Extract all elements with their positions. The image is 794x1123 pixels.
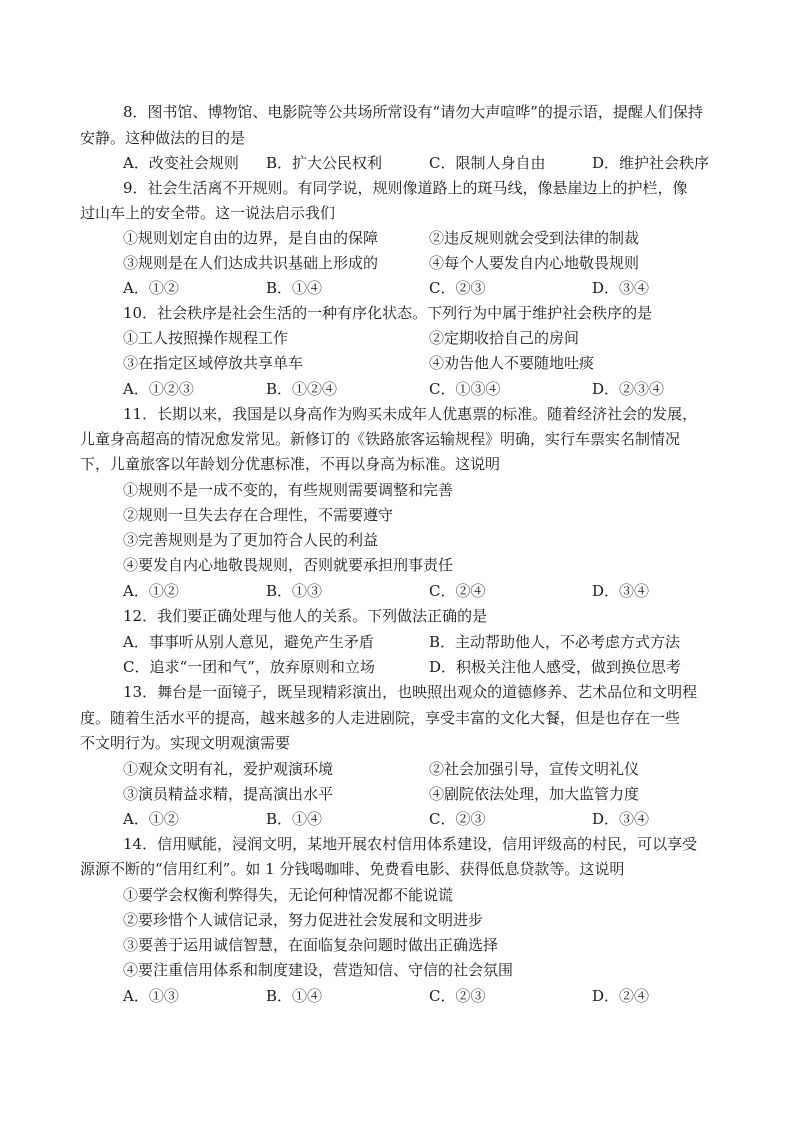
q12-option-a: A．事事听从别人意见，避免产生矛盾: [123, 633, 374, 651]
q13-stem-line-2: 度。随着生活水平的提高，越来越多的人走进剧院，享受丰富的文化大餐，但是也存在一些: [80, 709, 681, 727]
q11-option-a: A．①②: [123, 582, 179, 600]
q13-option-b: B．①④: [266, 810, 323, 828]
q8-option-a: A．改变社会规则: [123, 154, 239, 172]
q13-item-4: ④剧院依法处理，加大监管力度: [429, 785, 640, 803]
q14-item-1: ①要学会权衡利弊得失，无论何种情况都不能说谎: [123, 886, 454, 904]
q14-option-c: C．②③: [429, 987, 486, 1005]
q10-item-1: ①工人按照操作规程工作: [123, 329, 289, 347]
q10-stem-line-1: 10．社会秩序是社会生活的一种有序化状态。下列行为中属于维护社会秩序的是: [123, 304, 653, 322]
q10-item-4: ④劝告他人不要随地吐痰: [429, 354, 595, 372]
q8-option-c: C．限制人身自由: [429, 154, 546, 172]
q14-item-4: ④要注重信用体系和制度建设，营造知信、守信的社会氛围: [123, 961, 514, 979]
q10-option-a: A．①②③: [123, 380, 194, 398]
q11-option-b: B．①③: [266, 582, 323, 600]
q14-item-3: ③要善于运用诚信智慧，在面临复杂问题时做出正确选择: [123, 936, 499, 954]
q11-stem-line-3: 下，儿童旅客以年龄划分优惠标准，不再以身高为标准。这说明: [80, 455, 501, 473]
q9-item-4: ④每个人要发自内心地敬畏规则: [429, 254, 640, 272]
q13-option-d: D．③④: [592, 810, 650, 828]
q13-item-1: ①观众文明有礼，爱护观演环境: [123, 760, 334, 778]
q8-stem-line-1: 8．图书馆、博物馆、电影院等公共场所常设有“请勿大声喧哗”的提示语，提醒人们保持: [123, 103, 703, 121]
q10-option-b: B．①②④: [266, 380, 338, 398]
q14-option-b: B．①④: [266, 987, 323, 1005]
q9-item-3: ③规则是在人们达成共识基础上形成的: [123, 254, 379, 272]
q12-option-c: C．追求“一团和气”，放弃原则和立场: [123, 658, 375, 676]
q10-item-2: ②定期收拾自己的房间: [429, 329, 580, 347]
q13-option-a: A．①②: [123, 810, 179, 828]
q12-option-d: D．积极关注他人感受，做到换位思考: [429, 658, 682, 676]
q14-option-a: A．①③: [123, 987, 179, 1005]
q9-option-a: A．①②: [123, 279, 179, 297]
q9-stem-line-2: 过山车上的安全带。这一说法启示我们: [80, 204, 336, 222]
q13-option-c: C．②③: [429, 810, 486, 828]
q11-item-4: ④要发自内心地敬畏规则，否则就要承担刑事责任: [123, 556, 454, 574]
q9-option-d: D．③④: [592, 279, 650, 297]
q12-option-b: B．主动帮助他人，不必考虑方式方法: [429, 633, 681, 651]
q8-option-d: D．维护社会秩序: [592, 154, 710, 172]
q13-item-3: ③演员精益求精，提高演出水平: [123, 785, 334, 803]
q9-option-b: B．①④: [266, 279, 323, 297]
q11-option-c: C．②④: [429, 582, 486, 600]
q8-stem-line-2: 安静。这种做法的目的是: [80, 129, 246, 147]
q11-item-3: ③完善规则是为了更加符合人民的利益: [123, 531, 379, 549]
q11-stem-line-1: 11．长期以来，我国是以身高作为购买未成年人优惠票的标准。随着经济社会的发展，: [123, 405, 698, 423]
q10-option-c: C．①③④: [429, 380, 501, 398]
q11-item-1: ①规则不是一成不变的，有些规则需要调整和完善: [123, 481, 454, 499]
q9-option-c: C．②③: [429, 279, 486, 297]
q11-stem-line-2: 儿童身高超高的情况愈发常见。新修订的《铁路旅客运输规程》明确，实行车票实名制情况: [80, 430, 681, 448]
q10-option-d: D．②③④: [592, 380, 665, 398]
q12-stem-line-1: 12．我们要正确处理与他人的关系。下列做法正确的是: [123, 607, 488, 625]
q8-option-b: B．扩大公民权利: [266, 154, 383, 172]
q11-option-d: D．③④: [592, 582, 650, 600]
q14-option-d: D．②④: [592, 987, 650, 1005]
q13-stem-line-3: 不文明行为。实现文明观演需要: [80, 734, 291, 752]
q10-item-3: ③在指定区域停放共享单车: [123, 354, 304, 372]
q9-item-1: ①规则划定自由的边界，是自由的保障: [123, 229, 379, 247]
q14-item-2: ②要珍惜个人诚信记录，努力促进社会发展和文明进步: [123, 911, 484, 929]
q13-item-2: ②社会加强引导，宣传文明礼仪: [429, 760, 640, 778]
q13-stem-line-1: 13．舞台是一面镜子，既呈现精彩演出，也映照出观众的道德修养、艺术品位和文明程: [123, 683, 698, 701]
q14-stem-line-1: 14．信用赋能，浸润文明，某地开展农村信用体系建设，信用评级高的村民，可以享受: [123, 835, 698, 853]
q14-stem-line-2: 源源不断的“信用红利”。如 1 分钱喝咖啡、免费看电影、获得低息贷款等。这说明: [80, 860, 625, 878]
q9-item-2: ②违反规则就会受到法律的制裁: [429, 229, 640, 247]
q11-item-2: ②规则一旦失去存在合理性，不需要遵守: [123, 506, 394, 524]
q9-stem-line-1: 9．社会生活离不开规则。有同学说，规则像道路上的斑马线，像悬崖边上的护栏，像: [123, 179, 688, 197]
